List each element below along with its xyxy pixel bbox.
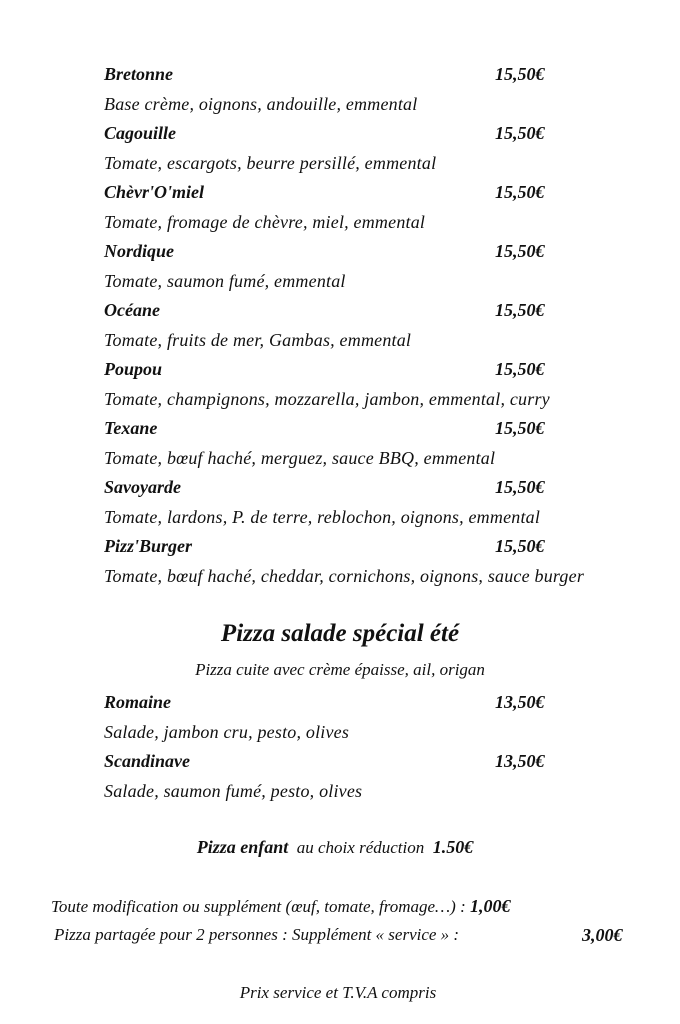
item-price: 15,50€ bbox=[495, 64, 545, 84]
menu-item bbox=[104, 237, 664, 296]
item-description: Tomate, fruits de mer, Gambas, emmental bbox=[104, 329, 412, 350]
section-subtitle: Pizza cuite avec crème épaisse, ail, origan bbox=[195, 660, 485, 679]
item-name: Océane bbox=[104, 300, 160, 320]
menu-item bbox=[104, 747, 664, 806]
item-name: Cagouille bbox=[104, 123, 177, 143]
item-price: 15,50€ bbox=[495, 300, 545, 320]
menu-item bbox=[104, 532, 664, 591]
item-price: 15,50€ bbox=[495, 477, 545, 497]
item-price: 15,50€ bbox=[495, 241, 545, 261]
note-text: Pizza partagée pour 2 personnes : Supplément « service » : bbox=[54, 925, 460, 944]
item-name: Bretonne bbox=[104, 64, 174, 84]
item-name: Chèvr'O'miel bbox=[104, 182, 204, 202]
menu-item bbox=[104, 414, 664, 473]
pizza-salade-list bbox=[104, 688, 664, 806]
pizza-enfant-price: 1.50€ bbox=[432, 837, 474, 857]
item-price: 15,50€ bbox=[495, 359, 545, 379]
item-name: Nordique bbox=[104, 241, 175, 261]
item-price: 15,50€ bbox=[495, 123, 545, 143]
item-name: Romaine bbox=[104, 692, 172, 712]
item-price: 15,50€ bbox=[495, 182, 545, 202]
item-price: 13,50€ bbox=[495, 692, 545, 712]
item-description: Tomate, saumon fumé, emmental bbox=[104, 270, 346, 291]
item-price: 13,50€ bbox=[495, 751, 545, 771]
pizza-list bbox=[104, 60, 664, 591]
item-name: Scandinave bbox=[104, 751, 191, 771]
note-price: 3,00€ bbox=[582, 925, 623, 945]
menu-item bbox=[104, 688, 664, 747]
pizza-enfant-label: Pizza enfant bbox=[196, 837, 289, 857]
item-name: Savoyarde bbox=[104, 477, 181, 497]
item-description: Salade, saumon fumé, pesto, olives bbox=[104, 780, 363, 801]
section-title: Pizza salade spécial été bbox=[220, 620, 460, 647]
item-description: Tomate, lardons, P. de terre, reblochon, oignons, emmental bbox=[104, 506, 541, 527]
item-description: Tomate, champignons, mozzarella, jambon, emmental, curry bbox=[104, 388, 550, 409]
pizza-enfant-line bbox=[0, 837, 675, 858]
item-name: Texane bbox=[104, 418, 158, 438]
item-description: Tomate, fromage de chèvre, miel, emmental bbox=[104, 211, 426, 232]
item-price: 15,50€ bbox=[495, 418, 545, 438]
menu-item bbox=[104, 473, 664, 532]
note-modification bbox=[51, 896, 511, 917]
footer-text: Prix service et T.V.A compris bbox=[239, 983, 437, 1002]
pizza-enfant-text: au choix réduction bbox=[296, 838, 425, 857]
item-description: Tomate, bœuf haché, merguez, sauce BBQ, emmental bbox=[104, 447, 496, 468]
note-price: 1,00€ bbox=[470, 896, 511, 916]
item-name: Pizz'Burger bbox=[104, 536, 193, 556]
item-description: Salade, jambon cru, pesto, olives bbox=[104, 721, 350, 742]
item-description: Tomate, bœuf haché, cheddar, cornichons, oignons, sauce burger bbox=[104, 565, 585, 586]
item-description: Tomate, escargots, beurre persillé, emmental bbox=[104, 152, 437, 173]
item-price: 15,50€ bbox=[495, 536, 545, 556]
menu-item bbox=[104, 178, 664, 237]
menu-item bbox=[104, 355, 664, 414]
menu-item bbox=[104, 60, 664, 119]
menu-item bbox=[104, 119, 664, 178]
note-text: Toute modification ou supplément (œuf, tomate, fromage…) : bbox=[51, 897, 466, 916]
menu-item bbox=[104, 296, 664, 355]
item-name: Poupou bbox=[104, 359, 163, 379]
item-description: Base crème, oignons, andouille, emmental bbox=[104, 93, 418, 114]
note-partagee bbox=[54, 925, 623, 945]
